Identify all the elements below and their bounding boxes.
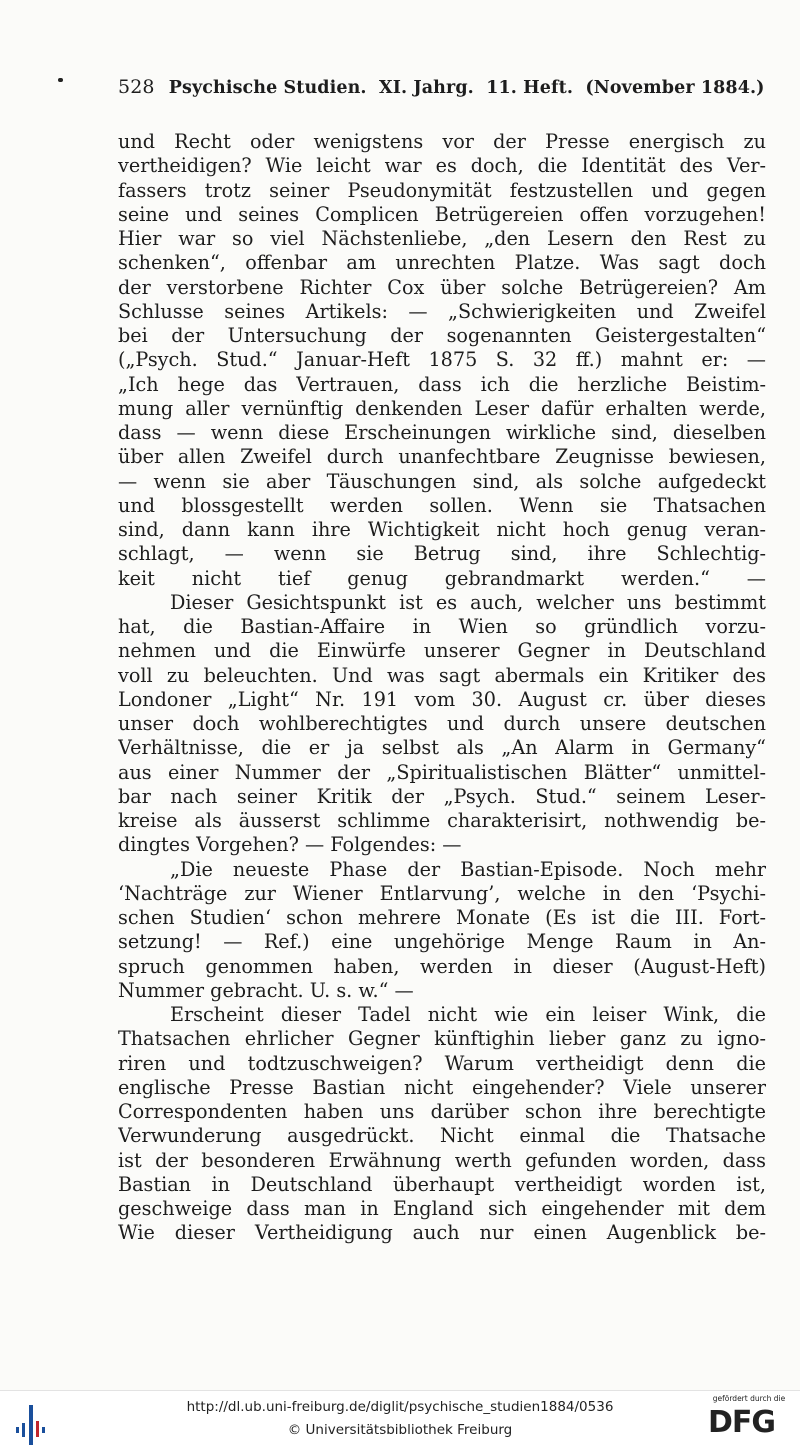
dfg-logo	[704, 1394, 794, 1450]
text-line: der verstorbene Richter Cox über solche Betrügereien? Am	[118, 275, 766, 299]
text-line: Verwunderung ausgedrückt. Nicht einmal die Thatsache	[118, 1124, 766, 1148]
text-line: Schlusse seines Artikels: — „Schwierigkeiten und Zweifel	[118, 299, 766, 323]
text-line: dass — wenn diese Erscheinungen wirkliche sind, dieselben	[118, 421, 766, 444]
text-line: Correspondenten haben uns darüber schon ihre berechtigte	[118, 1100, 766, 1123]
text-line: keit nicht tief genug gebrandmarkt werden.“ —	[118, 566, 766, 590]
text-line: Verhältnisse, die er ja selbst als „An Alarm in Germany“	[118, 736, 766, 760]
text-line: Wie dieser Vertheidigung auch nur einen Augenblick be-	[118, 1221, 766, 1245]
text-line: kreise als äusserst schlimme charakterisirt, nothwendig be-	[118, 809, 766, 832]
text-line: ist der besonderen Erwähnung werth gefunden worden, dass	[118, 1148, 766, 1172]
dfg-caption: gefördert durch die	[712, 1394, 786, 1403]
text-line: geschweige dass man in England sich eingehender mit dem	[118, 1197, 766, 1220]
running-header	[118, 76, 765, 98]
text-line: bar nach seiner Kritik der „Psych. Stud.“ seinem Leser-	[118, 784, 766, 808]
text-line: fassers trotz seiner Pseudonymität festzustellen und gegen	[118, 178, 766, 202]
text-line: Londoner „Light“ Nr. 191 vom 30. August cr. über dieses	[118, 687, 766, 711]
text-line: und Recht oder wenigstens vor der Presse energisch zu	[118, 130, 766, 153]
text-line: bei der Untersuchung der sogenannten Geistergestalten“	[118, 324, 766, 347]
text-line: über allen Zweifel durch unanfechtbare Zeugnisse bewiesen,	[118, 445, 766, 469]
text-line: Bastian in Deutschland überhaupt vertheidigt worden ist,	[118, 1172, 766, 1196]
text-line: hat, die Bastian-Affaire in Wien so gründlich vorzu-	[118, 615, 766, 638]
text-line: und blossgestellt werden sollen. Wenn sie Thatsachen	[118, 493, 766, 517]
text-line: Hier war so viel Nächstenliebe, „den Lesern den Rest zu	[118, 227, 766, 250]
text-line: „Ich hege das Vertrauen, dass ich die herzliche Beistim-	[118, 372, 766, 396]
text-line: schlagt, — wenn sie Betrug sind, ihre Schlechtig-	[118, 542, 766, 566]
text-line: schen Studien‘ schon mehrere Monate (Es ist die III. Fort-	[118, 906, 766, 929]
text-line: seine und seines Complicen Betrügereien offen vorzugehen!	[118, 202, 766, 226]
text-line: „Die neueste Phase der Bastian-Episode. Noch mehr	[170, 857, 766, 881]
text-line: — wenn sie aber Täuschungen sind, als solche aufgedeckt	[118, 469, 766, 493]
text-line: riren und todtzuschweigen? Warum vertheidigt denn die	[118, 1051, 766, 1075]
viewer-footer	[0, 1390, 800, 1452]
text-line: nehmen und die Einwürfe unserer Gegner in Deutschland	[118, 639, 766, 663]
text-line: englische Presse Bastian nicht eingehender? Viele unserer	[118, 1075, 766, 1099]
running-title: Psychische Studien. XI. Jahrg. 11. Heft. (November 1884.)	[168, 78, 765, 98]
text-line: sind, dann kann ihre Wichtigkeit nicht hoch genug veran-	[118, 518, 766, 541]
text-line: setzung! — Ref.) eine ungehörige Menge Raum in An-	[118, 930, 766, 954]
text-line: voll zu beleuchten. Und was sagt abermals ein Kritiker des	[118, 663, 766, 687]
text-line: aus einer Nummer der „Spiritualistischen Blätter“ unmittel-	[118, 760, 766, 784]
text-line: Erscheint dieser Tadel nicht wie ein leiser Wink, die	[170, 1003, 766, 1026]
permalink-url[interactable]: http://dl.ub.uni-freiburg.de/diglit/psychische_studien1884/0536	[186, 1399, 614, 1415]
text-line: dingtes Vorgehen? — Folgendes: —	[118, 833, 462, 857]
text-line: unser doch wohlberechtigtes und durch unsere deutschen	[118, 712, 766, 735]
dfg-logo-text: DFG	[708, 1405, 776, 1440]
copyright-notice: © Universitätsbibliothek Freiburg	[287, 1422, 513, 1438]
text-line: Dieser Gesichtspunkt ist es auch, welcher uns bestimmt	[170, 590, 766, 614]
text-line: Nummer gebracht. U. s. w.“ —	[118, 978, 414, 1002]
page-number: 528	[118, 76, 155, 98]
text-line: vertheidigen? Wie leicht war es doch, die Identität des Ver-	[118, 154, 766, 178]
text-line: ‘Nachträge zur Wiener Entlarvung’, welche in den ‘Psychi-	[118, 881, 766, 905]
margin-mark	[58, 78, 63, 82]
text-line: schenken“, offenbar am unrechten Platze. Was sagt doch	[118, 251, 766, 275]
body-text	[118, 130, 766, 1246]
text-line: („Psych. Stud.“ Januar-Heft 1875 S. 32 ff.) mahnt er: —	[118, 348, 766, 372]
text-line: Thatsachen ehrlicher Gegner künftighin lieber ganz zu igno-	[118, 1027, 766, 1051]
text-line: spruch genommen haben, werden in dieser (August-Heft)	[118, 954, 766, 978]
text-line: mung aller vernünftig denkenden Leser dafür erhalten werde,	[118, 396, 766, 420]
